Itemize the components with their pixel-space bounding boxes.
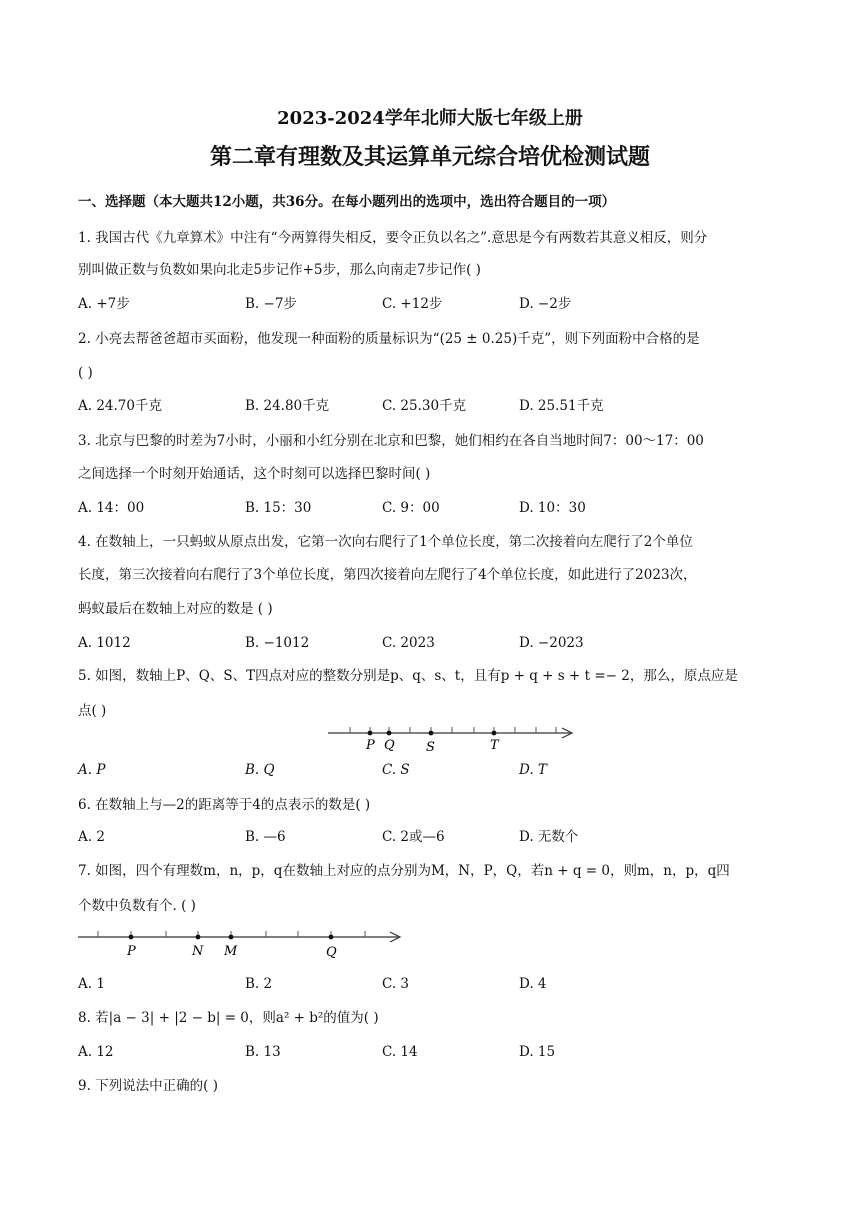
q2-line2: ( ): [78, 365, 93, 381]
q1-options: [78, 293, 784, 315]
q8-option-a: A. 12: [78, 1044, 114, 1060]
q7-label-p: P: [127, 944, 136, 959]
q7-option-a: A. 1: [78, 976, 105, 992]
q6-option-b: B. —6: [245, 829, 286, 845]
q6-option-d: D. 无数个: [519, 829, 579, 845]
q4-line2: 长度，第三次接着向右爬行了3个单位长度，第四次接着向左爬行了4个单位长度，如此进行了2023次，: [78, 567, 697, 583]
q5-label-q: Q: [384, 738, 395, 753]
q5-option-b: B. Q: [245, 762, 275, 778]
q6-option-c: C. 2或—6: [382, 829, 445, 845]
q7-line1: 7. 如图，四个有理数m，n，p，q在数轴上对应的点分别为M，N，P，Q，若n + q = 0，则m，n，p，q四: [78, 863, 730, 879]
q3-option-d: D. 10：30: [519, 500, 586, 516]
q1-line1: 1. 我国古代《九章算术》中注有“今两算得失相反，要令正负以名之”.意思是今有两数若其意义相反，则分: [78, 230, 708, 246]
q7-label-n: N: [192, 944, 204, 959]
q3-line2: 之间选择一个时刻开始通话，这个时刻可以选择巴黎时间( ): [78, 466, 431, 482]
q5-option-a: A. P: [78, 762, 106, 778]
q4-option-a: A. 1012: [78, 635, 131, 651]
q8-option-d: D. 15: [519, 1044, 556, 1060]
q9-line1: 9. 下列说法中正确的( ): [78, 1078, 218, 1094]
q1-option-d: D. −2步: [519, 296, 572, 312]
q4-option-b: B. −1012: [245, 635, 310, 651]
page-subtitle: 第二章有理数及其运算单元综合培优检测试题: [209, 144, 650, 170]
q4-option-c: C. 2023: [382, 635, 435, 651]
q5-number-line: [326, 722, 578, 756]
q4-line1: 4. 在数轴上，一只蚂蚁从原点出发，它第一次向右爬行了1个单位长度，第二次接着向左爬行了2个单位: [78, 534, 693, 550]
q3-option-c: C. 9：00: [382, 500, 440, 516]
q4-option-d: D. −2023: [519, 635, 584, 651]
q1-line2: 别叫做正数与负数如果向北走5步记作+5步，那么向南走7步记作( ): [78, 262, 481, 278]
q4-options: [78, 632, 784, 654]
q5-options: [78, 759, 784, 781]
q5-point-p: [368, 731, 373, 736]
q5-line1: 5. 如图，数轴上P、Q、S、T四点对应的整数分别是p、q、s、t，且有p + q + s + t =− 2，那么，原点应是: [78, 668, 738, 684]
q3-line1: 3. 北京与巴黎的时差为7小时，小丽和小红分别在北京和巴黎，她们相约在各自当地时间7：00～17：00: [78, 433, 704, 449]
q2-option-b: B. 24.80千克: [245, 398, 330, 414]
q6-line1: 6. 在数轴上与—2的距离等于4的点表示的数是( ): [78, 797, 371, 813]
q7-point-q: [329, 935, 334, 940]
q5-label-p: P: [366, 738, 375, 753]
q7-option-b: B. 2: [245, 976, 273, 992]
q5-point-t: [492, 731, 497, 736]
q7-option-c: C. 3: [382, 976, 410, 992]
q3-option-a: A. 14：00: [78, 500, 145, 516]
q5-line2: 点( ): [78, 703, 107, 719]
q2-option-c: C. 25.30千克: [382, 398, 467, 414]
q7-number-line: [78, 926, 406, 962]
q5-point-s: [429, 731, 434, 736]
q7-point-p: [129, 935, 134, 940]
q5-option-c: C. S: [382, 762, 410, 778]
q8-line1: 8. 若|a − 3| + |2 − b| = 0，则a² + b²的值为( ): [78, 1010, 379, 1026]
q2-option-d: D. 25.51千克: [519, 398, 604, 414]
q8-options: [78, 1041, 784, 1063]
q8-option-b: B. 13: [245, 1044, 281, 1060]
q5-option-d: D. T: [519, 762, 547, 778]
q4-line3: 蚂蚁最后在数轴上对应的数是 ( ): [78, 601, 273, 617]
q7-options: [78, 973, 784, 995]
q2-option-a: A. 24.70千克: [78, 398, 162, 414]
q7-point-n: [196, 935, 201, 940]
q3-option-b: B. 15：30: [245, 500, 312, 516]
section-heading: 一、选择题（本大题共12小题，共36分。在每小题列出的选项中，选出符合题目的一项）: [78, 194, 616, 210]
q1-option-b: B. −7步: [245, 296, 297, 312]
q2-line1: 2. 小亮去帮爸爸超市买面粉，他发现一种面粉的质量标识为“(25 ± 0.25)千克”，则下列面粉中合格的是: [78, 331, 700, 347]
q5-point-q: [387, 731, 392, 736]
q7-point-m: [229, 935, 234, 940]
page-title: 2023-2024学年北师大版七年级上册: [277, 108, 583, 129]
q1-option-c: C. +12步: [382, 296, 443, 312]
q3-options: [78, 497, 784, 519]
q5-label-s: S: [426, 740, 435, 755]
q8-option-c: C. 14: [382, 1044, 418, 1060]
q7-option-d: D. 4: [519, 976, 547, 992]
q7-line2: 个数中负数有个. ( ): [78, 898, 196, 914]
q1-option-a: A. +7步: [78, 296, 130, 312]
q7-label-m: M: [224, 944, 238, 959]
q6-option-a: A. 2: [78, 829, 105, 845]
q2-options: [78, 395, 784, 417]
q5-label-t: T: [490, 738, 499, 753]
q6-options: [78, 826, 784, 848]
q7-label-q: Q: [326, 945, 337, 960]
